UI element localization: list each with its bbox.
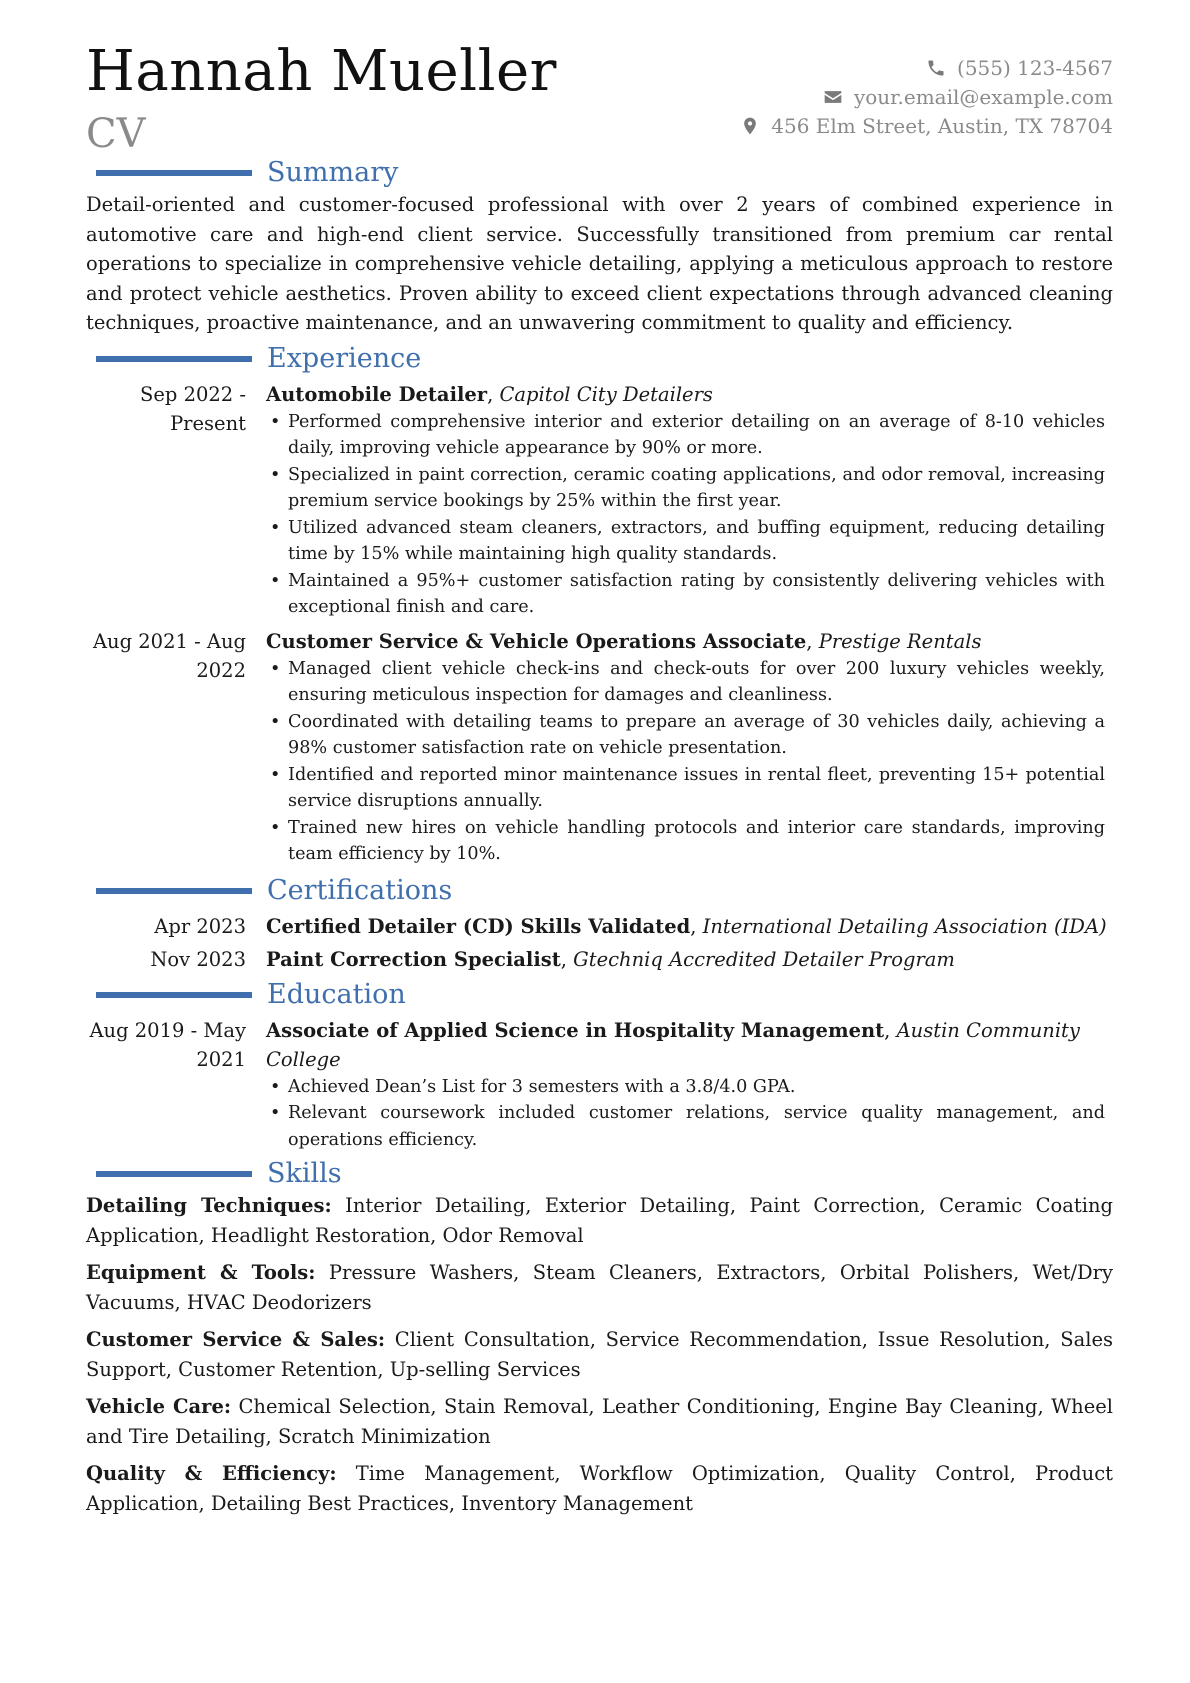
entry-body <box>266 380 1113 621</box>
phone-icon <box>925 57 947 77</box>
certifying-body: International Detailing Association (IDA) <box>702 914 1107 938</box>
certification-name: Certified Detailer (CD) Skills Validated <box>266 914 691 938</box>
list-item: • Performed comprehensive interior and exterior detailing on an average of 8-10 vehicles daily, improving vehicle appearance by 90% or more. <box>266 409 1113 462</box>
list-item: • Coordinated with detailing teams to prepare an average of 30 vehicles daily, achieving a 98% customer satisfaction rate on vehicle presentation. <box>266 709 1113 762</box>
skill-row <box>86 1459 1113 1518</box>
section-title-certifications: Certifications <box>267 874 453 906</box>
skill-row <box>86 1258 1113 1317</box>
summary-text: Detail-oriented and customer-focused professional with over 2 years of combined experience in automotive care and high-end client service. Successfully transitioned from premium car rental operations to specialize in comprehensive vehicle detailing, applying a meticulous approach to restore and protect vehicle aesthetics. Proven ability to exceed client expectations through advanced cleaning techniques, proactive maintenance, and an unwavering commitment to quality and efficiency. <box>86 193 1113 334</box>
employer: Capitol City Detailers <box>499 382 713 406</box>
list-item: • Utilized advanced steam cleaners, extractors, and buffing equipment, reducing detailing time by 15% while maintaining high quality standards. <box>266 515 1113 568</box>
contact-email[interactable] <box>739 83 1113 112</box>
section-heading <box>86 874 1113 908</box>
section-accent-bar <box>96 170 252 176</box>
contact-phone <box>739 54 1113 83</box>
envelope-icon <box>822 86 844 106</box>
experience-entry <box>86 380 1113 621</box>
section-title-summary: Summary <box>267 157 399 188</box>
cv-header <box>86 39 1113 157</box>
bullet-list <box>266 656 1113 868</box>
entry-date: Aug 2021 - Aug 2022 <box>92 629 246 682</box>
list-item: • Managed client vehicle check-ins and check-outs for over 200 luxury vehicles weekly, ensuring meticulous inspection for damages and cleanliness. <box>266 656 1113 709</box>
school: Austin Community College <box>266 1018 1080 1071</box>
skill-category: Customer Service & Sales: <box>86 1328 386 1351</box>
skill-values: Pressure Washers, Steam Cleaners, Extractors, Orbital Polishers, Wet/Dry Vacuums, HVAC Deodorizers <box>86 1261 1114 1314</box>
section-accent-bar <box>96 992 252 998</box>
entry-body <box>266 1016 1113 1154</box>
certification-entry <box>86 945 1113 974</box>
skill-values: Client Consultation, Service Recommendation, Issue Resolution, Sales Support, Customer Retention, Up-selling Services <box>86 1328 1113 1381</box>
skill-values: Interior Detailing, Exterior Detailing, Paint Correction, Ceramic Coating Application, Headlight Restoration, Odor Removal <box>86 1194 1113 1247</box>
entry-date: Nov 2023 <box>150 947 246 971</box>
entry-heading: Associate of Applied Science in Hospitality Management, Austin Community College <box>266 1018 1080 1071</box>
skill-category: Vehicle Care: <box>86 1395 232 1418</box>
map-marker-icon <box>739 115 761 135</box>
entry-date: Aug 2019 - May 2021 <box>89 1018 246 1071</box>
certifying-body: Gtechniq Accredited Detailer Program <box>573 947 955 971</box>
contact-block <box>739 54 1113 141</box>
experience-entry <box>86 627 1113 868</box>
phone-text: (555) 123-4567 <box>957 56 1113 80</box>
entry-date: Apr 2023 <box>154 914 246 938</box>
section-heading <box>86 342 1113 376</box>
experience-section <box>86 342 1113 868</box>
cv-page <box>86 40 1113 1526</box>
email-text: your.email@example.com <box>853 85 1113 109</box>
section-title-skills: Skills <box>267 1158 342 1189</box>
education-section <box>86 978 1113 1154</box>
bullet-list <box>266 409 1113 621</box>
employer: Prestige Rentals <box>818 629 982 653</box>
skill-row <box>86 1191 1113 1250</box>
skill-values: Time Management, Workflow Optimization, Quality Control, Product Application, Detailing Best Practices, Inventory Management <box>86 1462 1113 1515</box>
job-title: Customer Service & Vehicle Operations Associate <box>266 629 807 653</box>
entry-body <box>266 912 1113 941</box>
contact-address <box>739 112 1113 141</box>
entry-heading: Automobile Detailer, Capitol City Detailers <box>266 382 713 406</box>
entry-heading: Certified Detailer (CD) Skills Validated, International Detailing Association (IDA) <box>266 914 1107 938</box>
section-heading <box>86 156 1113 190</box>
job-title: Automobile Detailer <box>266 382 488 406</box>
list-item: • Maintained a 95%+ customer satisfaction rating by consistently delivering vehicles with exceptional finish and care. <box>266 568 1113 621</box>
skill-category: Detailing Techniques: <box>86 1194 332 1217</box>
entry-date: Sep 2022 - Present <box>140 382 246 435</box>
degree: Associate of Applied Science in Hospitality Management <box>266 1018 885 1042</box>
list-item: • Achieved Dean’s List for 3 semesters with a 3.8/4.0 GPA. <box>266 1074 1113 1101</box>
section-accent-bar <box>96 356 252 362</box>
entry-body <box>266 945 1113 974</box>
section-accent-bar <box>96 888 252 894</box>
skill-category: Equipment & Tools: <box>86 1261 316 1284</box>
education-entry <box>86 1016 1113 1154</box>
address-text: 456 Elm Street, Austin, TX 78704 <box>771 114 1113 138</box>
section-heading <box>86 1157 1113 1191</box>
certifications-section <box>86 874 1113 974</box>
document-title: CV <box>86 111 146 157</box>
skill-category: Quality & Efficiency: <box>86 1462 337 1485</box>
skills-section <box>86 1157 1113 1518</box>
certification-name: Paint Correction Specialist <box>266 947 561 971</box>
certification-entry <box>86 912 1113 941</box>
person-name: Hannah Mueller <box>86 39 557 104</box>
section-title-experience: Experience <box>267 342 422 374</box>
list-item: • Trained new hires on vehicle handling protocols and interior care standards, improving team efficiency by 10%. <box>266 815 1113 868</box>
skill-values: Chemical Selection, Stain Removal, Leather Conditioning, Engine Bay Cleaning, Wheel and Tire Detailing, Scratch Minimization <box>86 1395 1114 1448</box>
skill-row <box>86 1325 1113 1384</box>
entry-heading: Customer Service & Vehicle Operations Associate, Prestige Rentals <box>266 629 982 653</box>
bullet-list <box>266 1074 1113 1154</box>
list-item: • Identified and reported minor maintenance issues in rental fleet, preventing 15+ potential service disruptions annually. <box>266 762 1113 815</box>
section-heading <box>86 978 1113 1012</box>
entry-heading: Paint Correction Specialist, Gtechniq Accredited Detailer Program <box>266 947 955 971</box>
section-title-education: Education <box>267 978 406 1010</box>
summary-section <box>86 156 1113 338</box>
list-item: • Relevant coursework included customer relations, service quality management, and operations efficiency. <box>266 1100 1113 1153</box>
skill-row <box>86 1392 1113 1451</box>
list-item: • Specialized in paint correction, ceramic coating applications, and odor removal, increasing premium service bookings by 25% within the first year. <box>266 462 1113 515</box>
entry-body <box>266 627 1113 868</box>
section-accent-bar <box>96 1171 252 1177</box>
